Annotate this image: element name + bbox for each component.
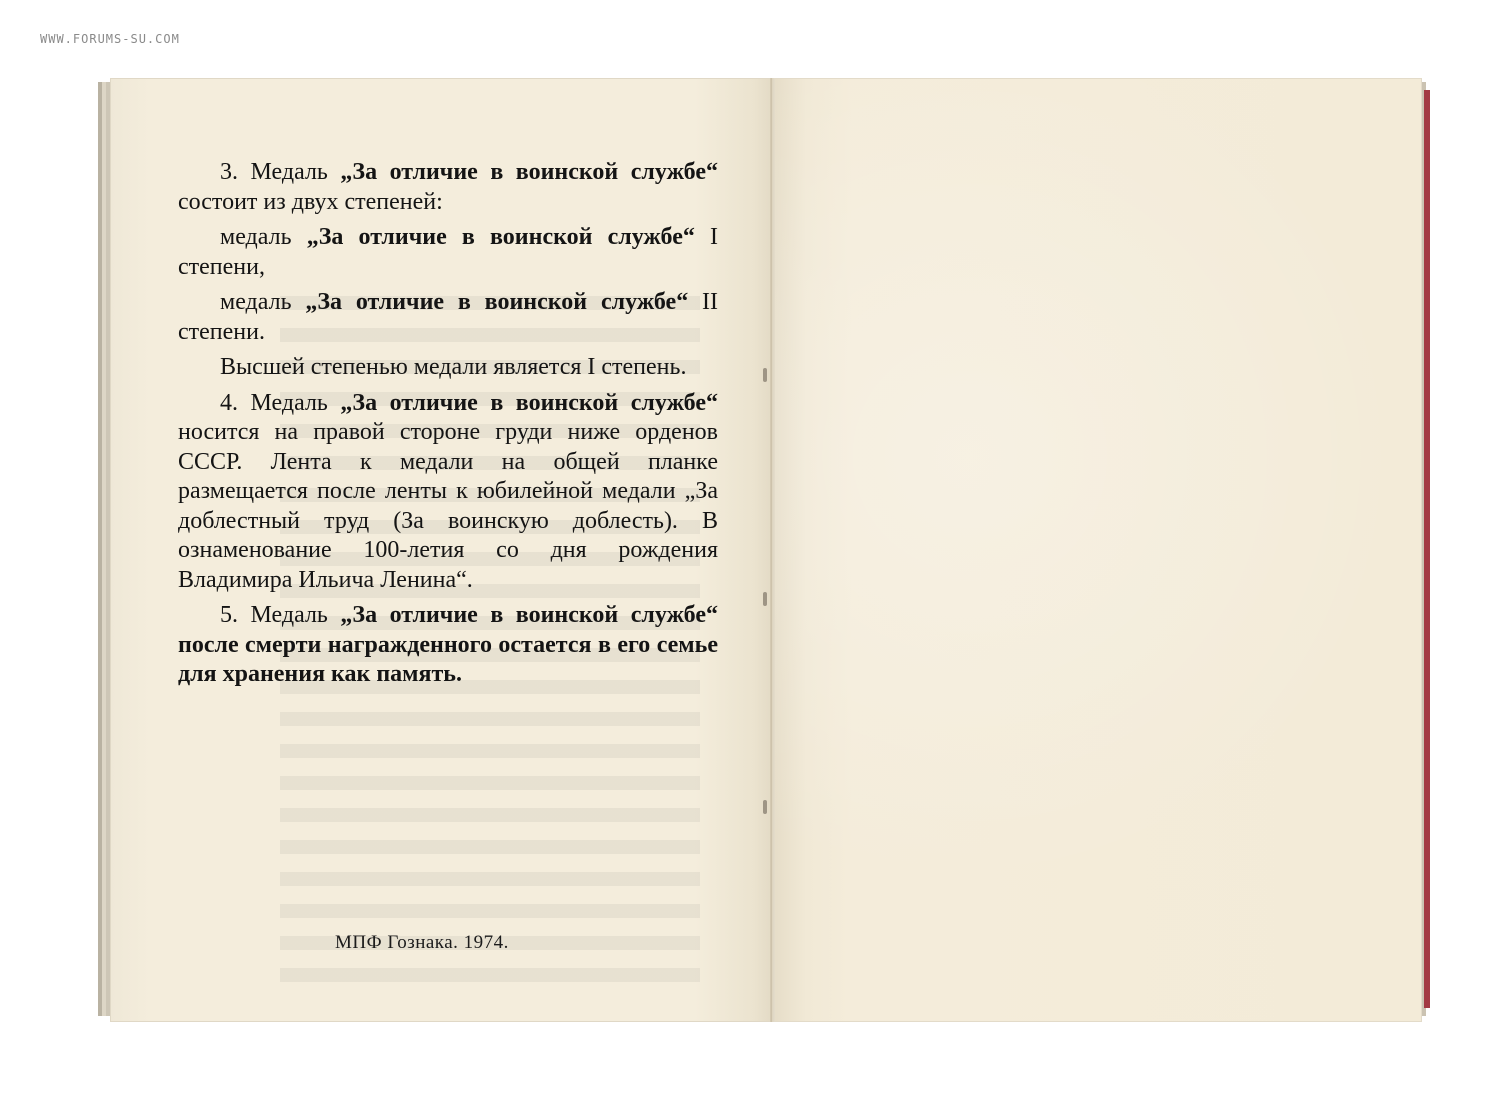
printer-imprint: МПФ Гознака. 1974. xyxy=(335,932,509,953)
medal-name: „За отличие в воинской службе“ xyxy=(340,602,719,628)
booklet-spine xyxy=(770,78,773,1022)
medal-name: „За отличие в воинской службе“ xyxy=(306,224,695,250)
item-number: 4. Медаль xyxy=(220,389,328,416)
watermark-text: WWW.FORUMS-SU.COM xyxy=(40,32,180,46)
paragraph-text: носится на правой стороне груди ниже орденов СССР. Лента к медали на общей планке размещается после ленты к юбилейной медали „За доблестный труд (За воинскую доблесть). В ознаменование 100-летия со дня рождения Владимира Ильича Ленина“. xyxy=(178,419,718,593)
paragraph-4 xyxy=(178,389,718,596)
medal-name: „За отличие в воинской службе“ xyxy=(340,159,719,185)
degree-2-line xyxy=(178,288,718,347)
degree-label: II степени. xyxy=(178,289,719,345)
staple-hole xyxy=(763,592,767,606)
degree-prefix: медаль xyxy=(220,224,292,250)
staple-hole xyxy=(763,800,767,814)
paragraph-3 xyxy=(178,158,718,217)
degree-1-line xyxy=(178,223,718,282)
medal-name: „За отличие в воинской службе“ xyxy=(305,289,689,315)
staple-hole xyxy=(763,368,767,382)
booklet xyxy=(98,78,1430,1022)
booklet-cover-edge xyxy=(1424,90,1430,1008)
paragraph-text: после смерти награжденного остается в его семье для хранения как память. xyxy=(178,631,718,687)
left-page-text xyxy=(178,158,718,690)
degree-prefix: медаль xyxy=(220,289,292,315)
right-page xyxy=(774,78,1422,1022)
item-number: 5. Медаль xyxy=(220,602,328,628)
paragraph-text: состоит из двух степеней: xyxy=(178,188,443,215)
medal-name: „За отличие в воинской службе“ xyxy=(340,389,719,416)
left-page xyxy=(110,78,774,1022)
paragraph-5 xyxy=(178,601,718,690)
highest-degree-text: Высшей степенью медали является I степень. xyxy=(220,354,687,380)
item-number: 3. Медаль xyxy=(220,159,328,185)
degree-label: I степени, xyxy=(178,224,719,280)
